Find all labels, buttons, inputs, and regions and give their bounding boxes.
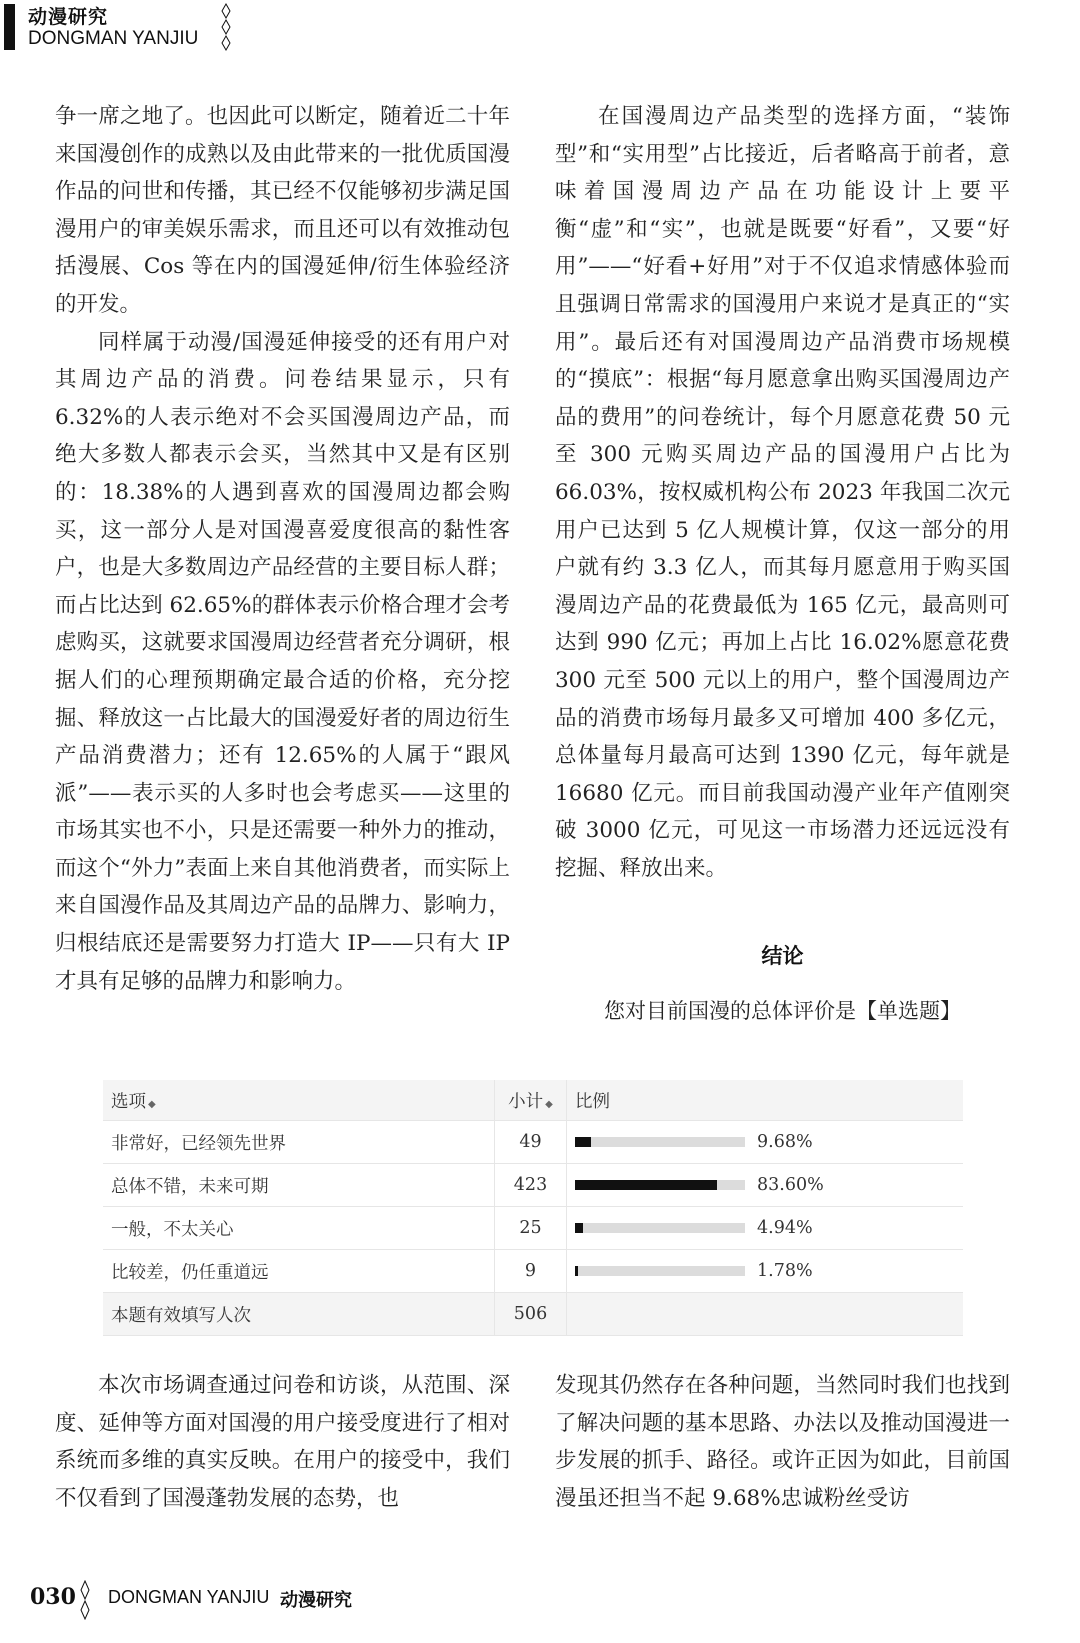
footer-journal-cn: 动漫研究 bbox=[280, 1590, 352, 1611]
count-cell: 25 bbox=[495, 1207, 567, 1250]
column-header-option-label: 选项 bbox=[111, 1091, 146, 1112]
column-header-ratio: 比例 bbox=[567, 1080, 964, 1121]
table-row bbox=[103, 1164, 963, 1207]
table-row bbox=[103, 1207, 963, 1250]
bar-track bbox=[575, 1137, 745, 1147]
bottom-left-column bbox=[55, 1367, 510, 1517]
header-journal-en: DONGMAN YANJIU bbox=[28, 28, 199, 49]
page-number: 030 bbox=[30, 1584, 76, 1610]
bar-track bbox=[575, 1223, 745, 1233]
total-count-cell: 506 bbox=[495, 1293, 567, 1336]
sort-icon[interactable]: ◆ bbox=[148, 1098, 156, 1110]
bottom-right-column bbox=[555, 1367, 1010, 1517]
table-header-row bbox=[103, 1080, 963, 1121]
left-paragraph-2: 同样属于动漫/国漫延伸接受的还有用户对其周边产品的消费。问卷结果显示，只有6.32%的人表示绝对不会买国漫周边产品，而绝大多数人都表示会买，当然其中又是有区别的：18.38%的人遇到喜欢的国漫周边都会购买，这一部分人是对国漫喜爱度很高的黏性客户，也是大多数周边产品经营的主要目标人群；而占比达到 62.65%的群体表示价格合理才会考虑购买，这就要求国漫周边经营者充分调研，根据人们的心理预期确定最合适的价格，充分挖掘、释放这一占比最大的国漫爱好者的周边衍生产品消费潜力；还有 12.65%的人属于“跟风派”——表示买的人多时也会考虑买——这里的市场其实也不小，只是还需要一种外力的推动，而这个“外力”表面上来自其他消费者，而实际上来自国漫作品及其周边产品的品牌力、影响力，归根结底还是需要努力打造大 IP——只有大 IP 才具有足够的品牌力和影响力。 bbox=[55, 329, 510, 994]
bar-track bbox=[575, 1180, 745, 1190]
percent-label: 4.94% bbox=[757, 1218, 813, 1239]
option-cell: 总体不错，未来可期 bbox=[103, 1164, 495, 1207]
count-cell: 423 bbox=[495, 1164, 567, 1207]
footer-diamond-icon bbox=[80, 1580, 90, 1620]
percent-label: 83.60% bbox=[757, 1175, 824, 1196]
conclusion-heading: 结论 bbox=[761, 944, 804, 968]
total-empty-cell bbox=[567, 1293, 964, 1336]
left-column bbox=[55, 98, 510, 1000]
table-total-row bbox=[103, 1293, 963, 1336]
right-paragraph-1: 在国漫周边产品类型的选择方面，“装饰型”和“实用型”占比接近，后者略高于前者，意味着国漫周边产品在功能设计上要平衡“虚”和“实”，也就是既要“好看”，又要“好用”——“好看+好用”对于不仅追求情感体验而且强调日常需求的国漫用户来说才是真正的“实用”。最后还有对国漫周边产品消费市场规模的“摸底”：根据“每月愿意拿出购买国漫周边产品的费用”的问卷统计，每个月愿意花费 50 元至 300 元购买周边产品的国漫用户占比为 66.03%，按权威机构公布 2023 年我国二次元用户已达到 5 亿人规模计算，仅这一部分的用户就有约 3.3 亿人，而其每月愿意用于购买国漫周边产品的花费最低为 165 亿元，最高则可达到 990 亿元；再加上占比 16.02%愿意花费 300 元至 500 元以上的用户，整个国漫周边产品的消费市场每月最多又可增加 400 多亿元，总体量每月最高可达到 1390 亿元，每年就是 16680 亿元。而目前我国动漫产业年产值刚突破 3000 亿元，可见这一市场潜力还远远没有挖掘、释放出来。 bbox=[555, 104, 1010, 881]
option-cell: 比较差，仍任重道远 bbox=[103, 1250, 495, 1293]
bar-fill bbox=[575, 1137, 591, 1147]
survey-question-title: 您对目前国漫的总体评价是【单选题】 bbox=[604, 999, 961, 1023]
bar-fill bbox=[575, 1223, 583, 1233]
running-footer bbox=[30, 1580, 450, 1620]
bar-track bbox=[575, 1266, 745, 1276]
sort-icon[interactable]: ◆ bbox=[545, 1098, 553, 1110]
running-header bbox=[0, 0, 260, 54]
column-header-count-label: 小计 bbox=[508, 1091, 544, 1112]
total-label-cell: 本题有效填写人次 bbox=[103, 1293, 495, 1336]
header-journal-cn: 动漫研究 bbox=[28, 6, 109, 28]
option-cell: 非常好，已经领先世界 bbox=[103, 1121, 495, 1164]
ratio-cell bbox=[567, 1164, 964, 1207]
table-row bbox=[103, 1250, 963, 1293]
header-bar bbox=[4, 4, 15, 50]
header-diamond-icon bbox=[221, 3, 231, 51]
ratio-cell bbox=[567, 1121, 964, 1164]
ratio-cell bbox=[567, 1207, 964, 1250]
count-cell: 49 bbox=[495, 1121, 567, 1164]
option-cell: 一般，不太关心 bbox=[103, 1207, 495, 1250]
count-cell: 9 bbox=[495, 1250, 567, 1293]
ratio-cell bbox=[567, 1250, 964, 1293]
survey-result-table bbox=[103, 1080, 963, 1336]
bottom-left-paragraph: 本次市场调查通过问卷和访谈，从范围、深度、延伸等方面对国漫的用户接受度进行了相对系统而多维的真实反映。在用户的接受中，我们不仅看到了国漫蓬勃发展的态势，也 bbox=[55, 1373, 510, 1511]
percent-label: 1.78% bbox=[757, 1261, 813, 1282]
bar-fill bbox=[575, 1180, 717, 1190]
column-header-count[interactable] bbox=[495, 1080, 567, 1121]
bottom-right-paragraph: 发现其仍然存在各种问题，当然同时我们也找到了解决问题的基本思路、办法以及推动国漫进一步发展的抓手、路径。或许正因为如此，目前国漫虽还担当不起 9.68%忠诚粉丝受访 bbox=[555, 1373, 1010, 1511]
column-header-option[interactable] bbox=[103, 1080, 495, 1121]
table-row bbox=[103, 1121, 963, 1164]
left-paragraph-1: 争一席之地了。也因此可以断定，随着近二十年来国漫创作的成熟以及由此带来的一批优质国漫作品的问世和传播，其已经不仅能够初步满足国漫用户的审美娱乐需求，而且还可以有效推动包括漫展、Cos 等在内的国漫延伸/衍生体验经济的开发。 bbox=[55, 104, 510, 317]
percent-label: 9.68% bbox=[757, 1132, 813, 1153]
right-column bbox=[555, 98, 1010, 887]
footer-journal-en: DONGMAN YANJIU bbox=[108, 1587, 270, 1607]
bar-fill bbox=[575, 1266, 578, 1276]
